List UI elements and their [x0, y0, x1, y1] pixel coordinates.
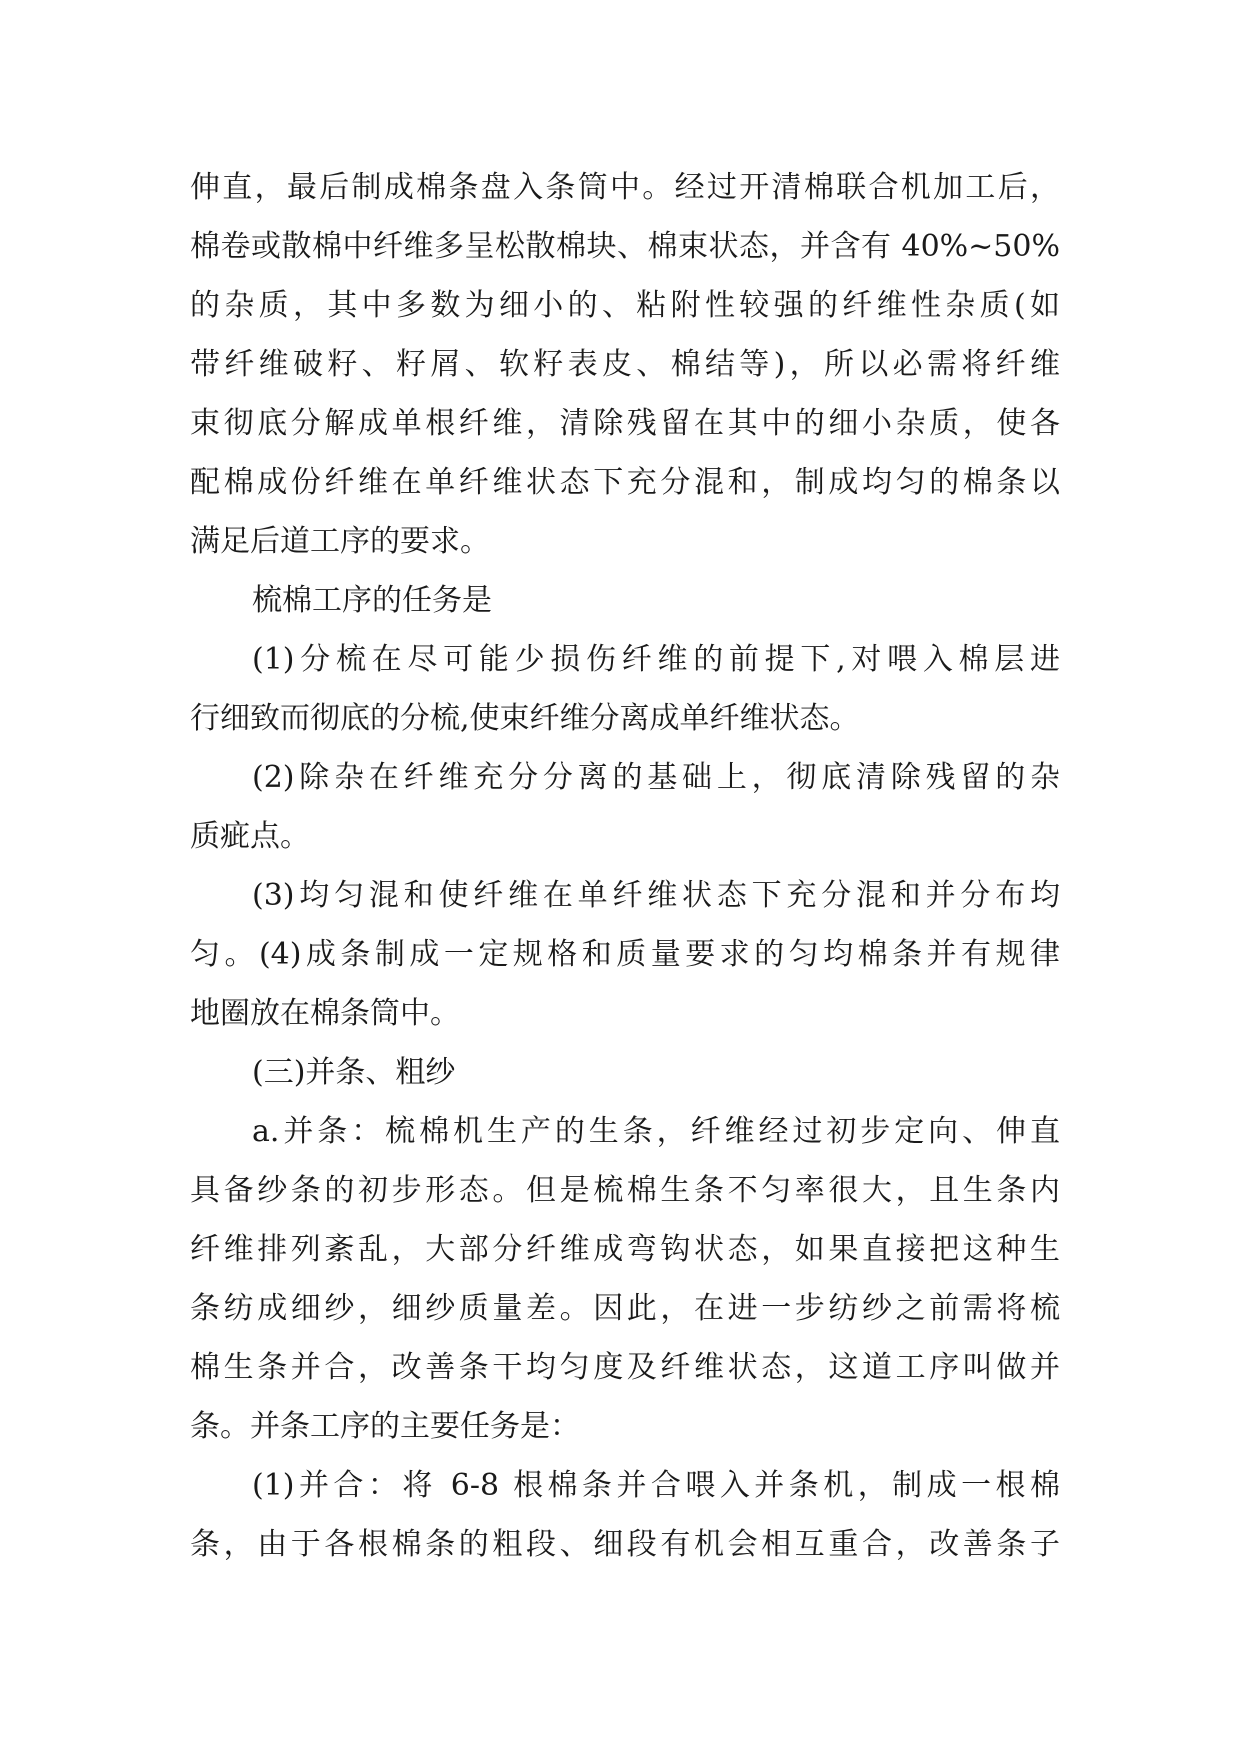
text-line: 条。并条工序的主要任务是： [190, 1409, 580, 1444]
text-line: 棉生条并合，改善条干均匀度及纤维状态，这道工序叫做并 [190, 1350, 1060, 1385]
text-line: (三)并条、粗纱 [252, 1055, 456, 1090]
text-line: (2)除杂在纤维充分分离的基础上，彻底清除残留的杂 [252, 760, 1060, 795]
text-line: 配棉成份纤维在单纤维状态下充分混和，制成均匀的棉条以 [190, 465, 1060, 500]
text-line: 的杂质，其中多数为细小的、粘附性较强的纤维性杂质(如 [190, 288, 1060, 323]
text-line: 质疵点。 [190, 819, 310, 854]
text-line: 带纤维破籽、籽屑、软籽表皮、棉结等)，所以必需将纤维 [190, 347, 1060, 382]
text-line: (1)分梳在尽可能少损伤纤维的前提下,对喂入棉层进 [252, 642, 1060, 677]
text-line: 梳棉工序的任务是 [252, 583, 492, 618]
text-line: (3)均匀混和使纤维在单纤维状态下充分混和并分布均 [252, 878, 1060, 913]
text-line: 束彻底分解成单根纤维，清除残留在其中的细小杂质，使各 [190, 406, 1060, 441]
text-line: 条，由于各根棉条的粗段、细段有机会相互重合，改善条子 [190, 1527, 1060, 1562]
text-line: 棉卷或散棉中纤维多呈松散棉块、棉束状态，并含有 40%~50% [190, 229, 1060, 264]
text-line: 具备纱条的初步形态。但是梳棉生条不匀率很大，且生条内 [190, 1173, 1060, 1208]
body-text [190, 158, 1060, 1574]
text-line: 满足后道工序的要求。 [190, 524, 490, 559]
text-line: 伸直，最后制成棉条盘入条筒中。经过开清棉联合机加工后， [190, 170, 1060, 205]
text-line: 条纺成细纱，细纱质量差。因此，在进一步纺纱之前需将梳 [190, 1291, 1060, 1326]
text-line: 纤维排列紊乱，大部分纤维成弯钩状态，如果直接把这种生 [190, 1232, 1060, 1267]
text-line: a.并条：梳棉机生产的生条，纤维经过初步定向、伸直 [252, 1114, 1060, 1149]
text-line: 行细致而彻底的分梳,使束纤维分离成单纤维状态。 [190, 701, 860, 736]
text-line: 匀。(4)成条制成一定规格和质量要求的匀均棉条并有规律 [190, 937, 1060, 972]
text-line: (1)并合：将 6-8 根棉条并合喂入并条机，制成一根棉 [252, 1468, 1060, 1503]
text-line: 地圈放在棉条筒中。 [190, 996, 460, 1031]
